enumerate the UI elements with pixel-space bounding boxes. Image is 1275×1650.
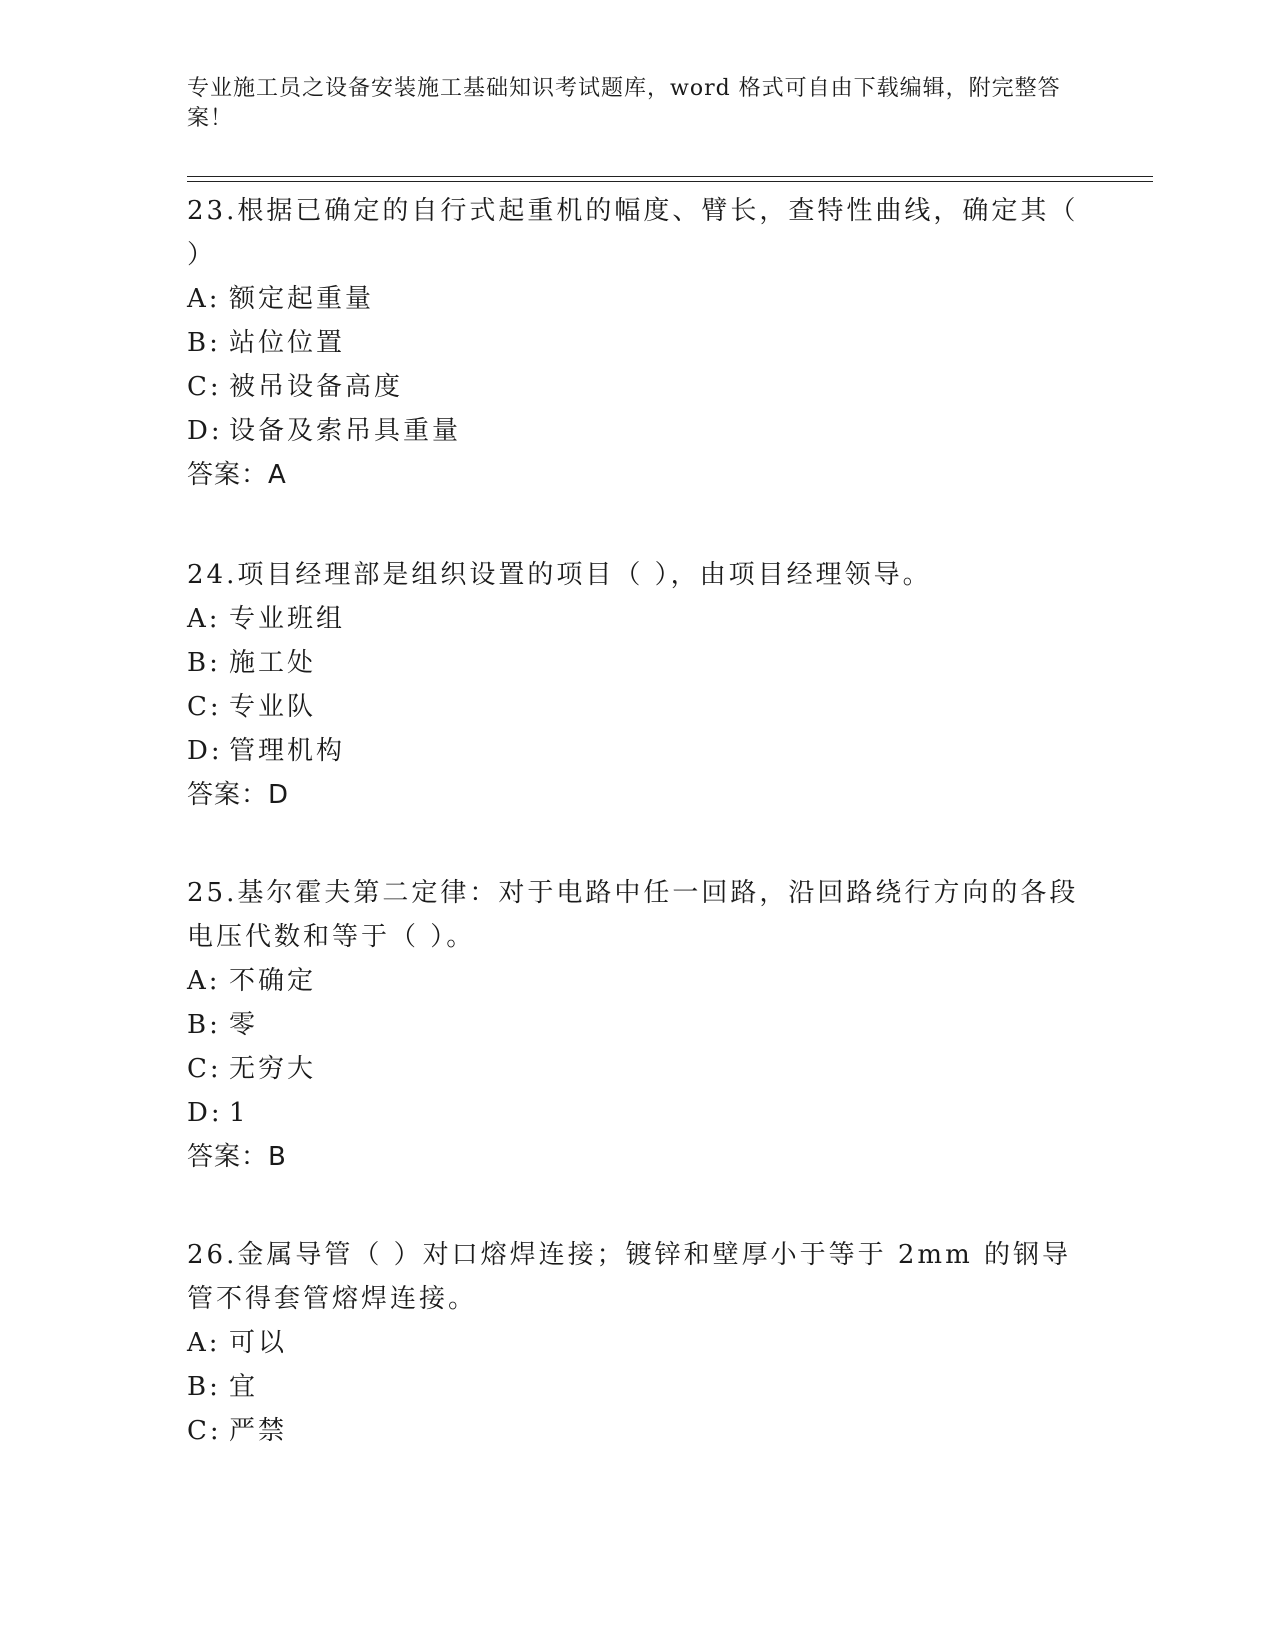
question-26: [187, 1233, 1087, 1453]
option-text: 施工处: [229, 648, 317, 678]
option-letter: B:: [187, 1010, 221, 1040]
question-stem: 25.基尔霍夫第二定律：对于电路中任一回路，沿回路绕行方向的各段电压代数和等于（ ）。: [187, 878, 1079, 952]
question-stem: 24.项目经理部是组织设置的项目（ ），由项目经理领导。: [187, 560, 932, 590]
option-letter: A:: [187, 604, 221, 634]
option-letter: C:: [187, 692, 222, 722]
header-divider-bottom: [187, 181, 1153, 182]
option-text: 站位位置: [229, 328, 346, 358]
answer-line: 答案：D: [187, 780, 290, 810]
question-25: [187, 871, 1087, 1179]
option-d: [187, 1091, 1087, 1135]
option-letter: A:: [187, 1328, 221, 1358]
option-letter: A:: [187, 966, 221, 996]
option-letter: C:: [187, 1054, 222, 1084]
option-text: 无穷大: [229, 1054, 317, 1084]
option-d: [187, 409, 1087, 453]
option-a: [187, 277, 1087, 321]
option-text: 被吊设备高度: [229, 372, 404, 402]
option-letter: C:: [187, 1416, 222, 1446]
question-24: [187, 553, 1087, 817]
option-text: 管理机构: [229, 736, 346, 766]
option-text: 专业班组: [229, 604, 346, 634]
option-text: 1: [229, 1098, 249, 1128]
option-c: [187, 685, 1087, 729]
option-letter: D:: [187, 736, 223, 766]
option-letter: C:: [187, 372, 222, 402]
option-letter: A:: [187, 284, 221, 314]
header-divider-top: [187, 176, 1153, 177]
option-text: 专业队: [229, 692, 317, 722]
option-a: [187, 1321, 1087, 1365]
option-b: [187, 1003, 1087, 1047]
option-text: 额定起重量: [229, 284, 375, 314]
option-b: [187, 321, 1087, 365]
question-stem: 23.根据已确定的自行式起重机的幅度、臂长，查特性曲线，确定其（ ）: [187, 196, 1079, 270]
option-letter: D:: [187, 1098, 223, 1128]
option-b: [187, 641, 1087, 685]
answer-line: 答案：A: [187, 460, 287, 490]
option-a: [187, 597, 1087, 641]
option-text: 宜: [229, 1372, 259, 1402]
answer-line: 答案：B: [187, 1142, 287, 1172]
option-letter: B:: [187, 1372, 221, 1402]
option-d: [187, 729, 1087, 773]
option-text: 设备及索吊具重量: [229, 416, 462, 446]
option-text: 不确定: [229, 966, 317, 996]
option-letter: B:: [187, 328, 221, 358]
option-b: [187, 1365, 1087, 1409]
option-letter: B:: [187, 648, 221, 678]
option-c: [187, 365, 1087, 409]
question-stem: 26.金属导管（ ）对口熔焊连接；镀锌和壁厚小于等于 2mm 的钢导管不得套管熔焊连接。: [187, 1240, 1071, 1314]
option-text: 零: [229, 1010, 259, 1040]
option-letter: D:: [187, 416, 223, 446]
option-c: [187, 1409, 1087, 1453]
question-23: [187, 189, 1087, 497]
option-c: [187, 1047, 1087, 1091]
document-header: 专业施工员之设备安装施工基础知识考试题库，word 格式可自由下载编辑，附完整答案！: [187, 76, 1061, 131]
option-text: 严禁: [229, 1416, 288, 1446]
option-text: 可以: [229, 1328, 288, 1358]
option-a: [187, 959, 1087, 1003]
